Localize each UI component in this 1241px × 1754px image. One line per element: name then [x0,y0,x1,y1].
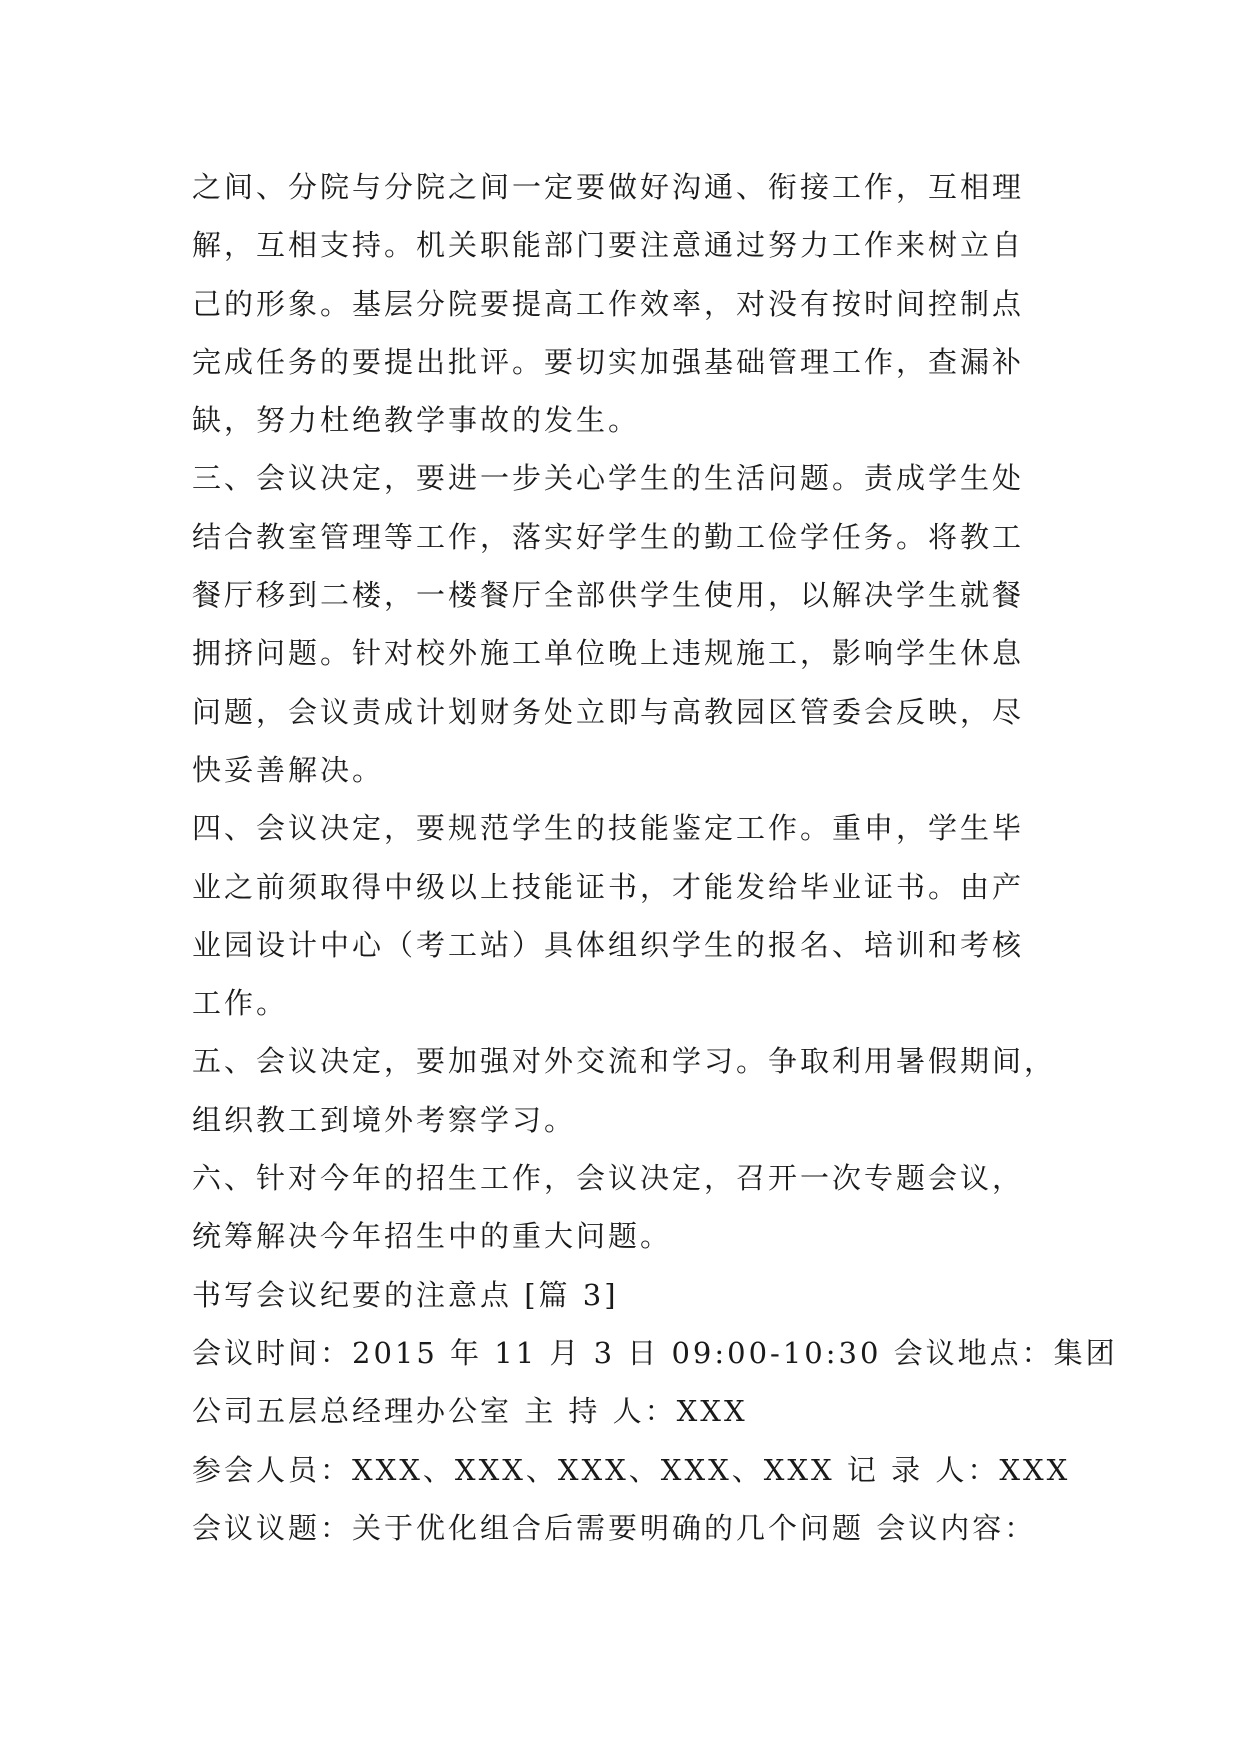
section-heading: 书写会议纪要的注意点 [篇 3] [192,1277,619,1312]
text-line: 之间、分院与分院之间一定要做好沟通、衔接工作，互相理 [192,170,1025,204]
text-line: 解，互相支持。机关职能部门要注意通过努力工作来树立自 [192,228,1025,263]
document-body [192,158,1118,1557]
text-line: 三、会议决定，要进一步关心学生的生活问题。责成学生处 [192,461,1025,496]
text-line: 公司五层总经理办公室 主 持 人：XXX [192,1394,748,1429]
text-line: 会议议题：关于优化组合后需要明确的几个问题 会议内容： [192,1510,1037,1545]
text-line: 六、针对今年的招生工作，会议决定，召开一次专题会议， [192,1161,1025,1196]
text-line: 拥挤问题。针对校外施工单位晚上违规施工，影响学生休息 [192,636,1025,671]
text-line: 己的形象。基层分院要提高工作效率，对没有按时间控制点 [192,286,1025,321]
text-line: 完成任务的要提出批评。要切实加强基础管理工作，查漏补 [192,344,1025,379]
text-line: 工作。 [192,986,289,1021]
text-line: 组织教工到境外考察学习。 [192,1102,577,1137]
text-line: 缺，努力杜绝教学事故的发生。 [192,403,641,438]
text-line: 结合教室管理等工作，落实好学生的勤工俭学任务。将教工 [192,519,1025,554]
text-line: 四、会议决定，要规范学生的技能鉴定工作。重申，学生毕 [192,811,1025,846]
text-line: 参会人员：XXX、XXX、XXX、XXX、XXX 记 录 人：XXX [192,1452,1071,1487]
text-line: 五、会议决定，要加强对外交流和学习。争取利用暑假期间， [192,1044,1057,1079]
text-line: 业园设计中心（考工站）具体组织学生的报名、培训和考核 [192,927,1025,962]
text-line: 快妥善解决。 [192,752,385,787]
text-line: 统筹解决今年招生中的重大问题。 [192,1219,673,1254]
text-line: 问题，会议责成计划财务处立即与高教园区管委会反映，尽 [192,694,1025,729]
text-line: 餐厅移到二楼，一楼餐厅全部供学生使用，以解决学生就餐 [192,578,1025,613]
text-line: 会议时间：2015 年 11 月 3 日 09:00-10:30 会议地点：集团 [192,1335,1118,1370]
text-line: 业之前须取得中级以上技能证书，才能发给毕业证书。由产 [192,869,1025,904]
